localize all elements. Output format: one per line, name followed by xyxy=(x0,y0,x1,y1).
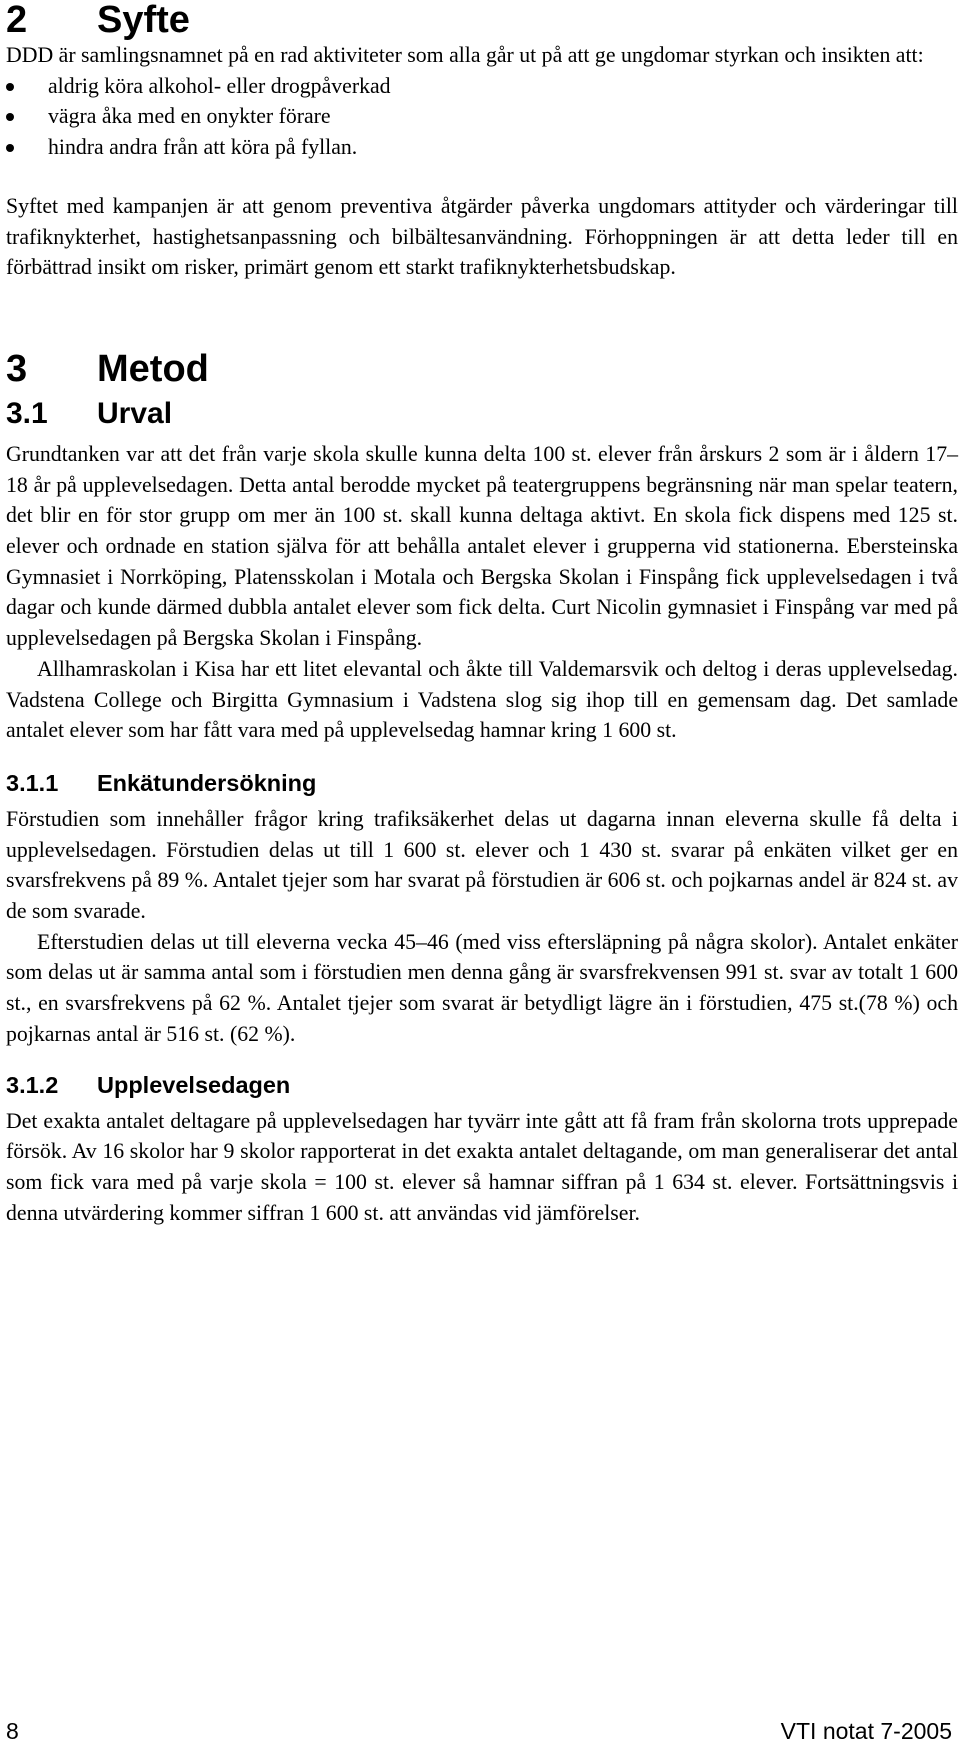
page-footer xyxy=(6,1718,952,1748)
heading-number: 3.1.2 xyxy=(6,1071,59,1098)
bullet-icon xyxy=(6,113,14,121)
heading-number: 2 xyxy=(6,0,28,41)
heading-section-3-1-2 xyxy=(6,1070,958,1100)
page-number: 8 xyxy=(6,1718,19,1744)
list-item: aldrig köra alkohol- eller drogpåverkad xyxy=(6,71,958,102)
bullet-icon xyxy=(6,83,14,91)
paragraph-enkat-1: Förstudien som innehåller frågor kring trafiksäkerhet delas ut dagarna innan eleverna skulle få delta i upplevelsedagen. Förstudien delas ut till 1 600 st. elever och 1 430 st. svarar på enkäten vilket ger en svarsfrekvens på 89 %. Antalet tjejer som har svarat på förstudien är 606 st. och pojkarnas andel är 824 st. av de som svarade. xyxy=(6,806,958,924)
bullet-list xyxy=(6,71,958,163)
paragraph-intro: DDD är samlingsnamnet på en rad aktiviteter som alla går ut på att ge ungdomar styrkan och insikten att: xyxy=(6,43,924,67)
heading-section-3-1 xyxy=(6,397,958,431)
heading-title: Upplevelsedagen xyxy=(97,1071,291,1098)
list-item: vägra åka med en onykter förare xyxy=(6,101,958,132)
list-item: hindra andra från att köra på fyllan. xyxy=(6,132,958,163)
document-page xyxy=(6,0,958,1228)
heading-section-3-1-1 xyxy=(6,768,958,798)
paragraph-urval-2: Allhamraskolan i Kisa har ett litet elevantal och åkte till Valdemarsvik och deltog i deras upplevelsedag. Vadstena College och Birgitta Gymnasium i Vadstena slog sig ihop till en gemensam dag. Det samlade antalet elever som har fått vara med på upplevelsedag hamnar kring 1 600 st. xyxy=(6,656,958,743)
paragraph-enkat-2: Efterstudien delas ut till eleverna vecka 45–46 (med viss eftersläpning på några skolor). Antalet enkäter som delas ut är samma antal som i förstudien men denna gång är svarsfrekvensen 991 st. svar av totalt 1 600 st., en svarsfrekvens på 62 %. Antalet tjejer som svarat är betydligt lägre än i förstudien, 475 st.(78 %) och pojkarnas antal är 516 st. (62 %). xyxy=(6,929,958,1046)
paragraph-upplevelsedagen: Det exakta antalet deltagare på upplevelsedagen har tyvärr inte gått att få fram från skolorna trots upprepade försök. Av 16 skolor har 9 skolor rapporterat in det exakta antalet deltagande, om man generaliserar det antal som fick vara med på varje skola = 100 st. elever så hamnar siffran på 1 634 st. elever. Fortsättningsvis i denna utvärdering kommer siffran 1 600 st. att användas vid jämförelser. xyxy=(6,1108,958,1225)
heading-number: 3.1 xyxy=(6,396,48,430)
heading-section-3 xyxy=(6,349,958,389)
paragraph-purpose: Syftet med kampanjen är att genom preventiva åtgärder påverka ungdomars attityder och värderingar till trafiknykterhet, hastighetsanpassning och bilbältesanvändning. Förhoppningen är att detta leder till en förbättrad insikt om risker, primärt genom ett starkt trafiknykterhetsbudskap. xyxy=(6,193,958,280)
heading-title: Syfte xyxy=(97,0,190,41)
bullet-icon xyxy=(6,144,14,152)
paragraph-urval-1: Grundtanken var att det från varje skola skulle kunna delta 100 st. elever från årskurs 2 som är i åldern 17–18 år på upplevelsedagen. Detta antal berodde mycket på teatergruppens begränsning när man spelar teatern, det blir en för stor grupp om mer än 100 st. skall kunna deltaga aktivt. En skola fick dispens med 125 st. elever och ordnade en station själva för att behålla antalet elever i grupperna vid stationerna. Ebersteinska Gymnasiet i Norrköping, Platensskolan i Motala och Bergska Skolan i Finspång fick upplevelsedagen i två dagar och kunde därmed dubbla antalet elever som fick delta. Curt Nicolin gymnasiet i Finspång var med på upplevelsedagen på Bergska Skolan i Finspång. xyxy=(6,441,958,651)
document-reference: VTI notat 7-2005 xyxy=(780,1718,952,1744)
heading-number: 3 xyxy=(6,347,28,390)
heading-number: 3.1.1 xyxy=(6,769,59,796)
heading-section-2 xyxy=(6,0,958,40)
heading-title: Metod xyxy=(97,347,209,390)
heading-title: Enkätundersökning xyxy=(97,769,317,796)
heading-title: Urval xyxy=(97,396,173,430)
